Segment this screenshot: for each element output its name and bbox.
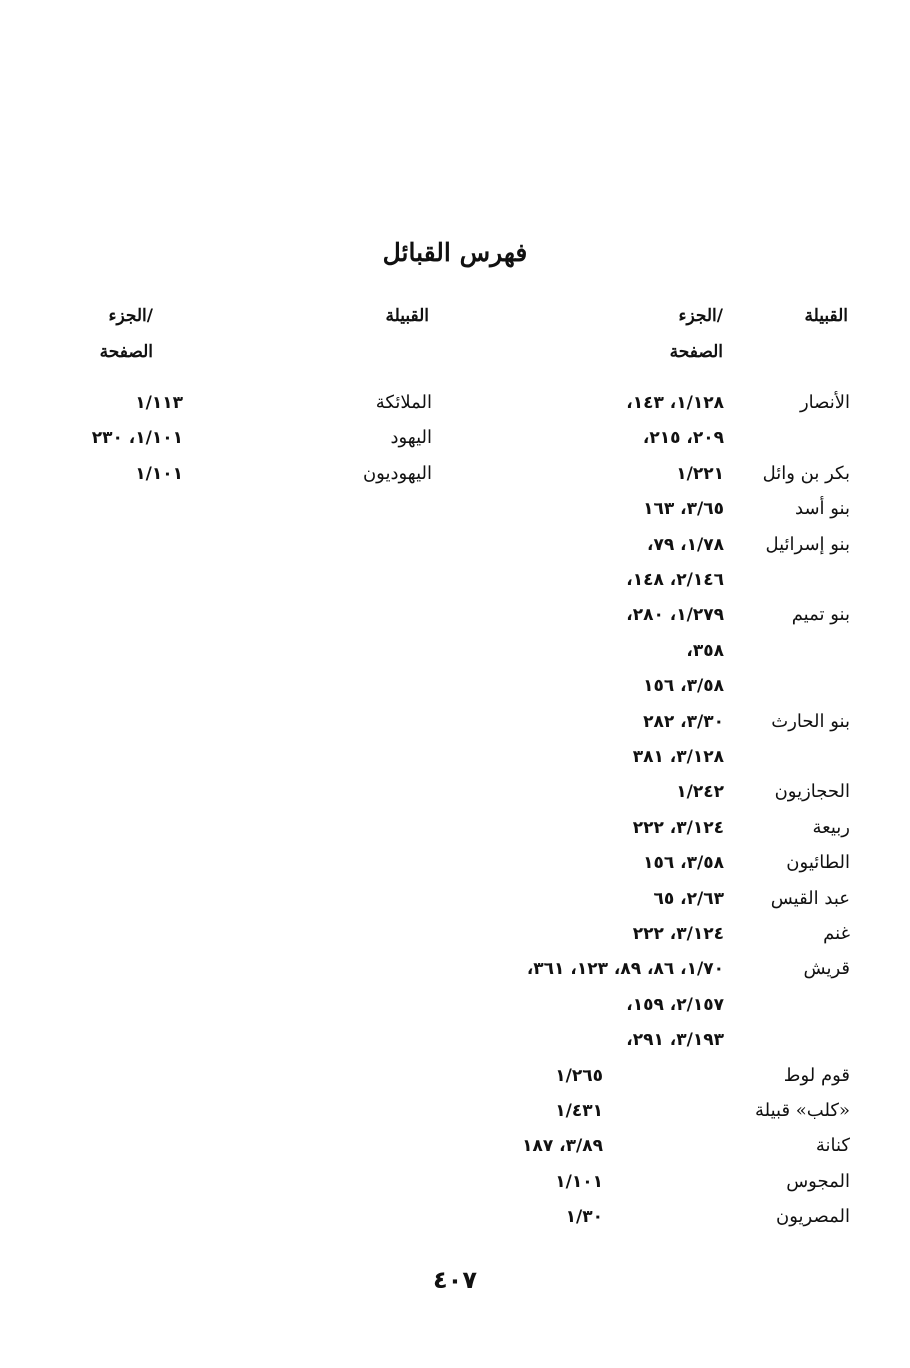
- index-tribe-name: عبد القيس: [770, 887, 850, 909]
- index-tribe-name: الأنصار: [799, 392, 850, 413]
- header-page-left: الصفحة: [99, 342, 153, 362]
- index-page-refs: ١/٢٤٢: [676, 782, 724, 803]
- index-page-refs: ٣٥٨،: [686, 640, 724, 661]
- index-page-refs: ٣/٦٥، ١٦٣: [643, 499, 724, 520]
- index-page-refs: ٢/١٥٧، ١٥٩،: [626, 994, 724, 1015]
- index-page-refs: ٣/٥٨، ١٥٦: [643, 853, 724, 874]
- header-tribe-right: القبيلة: [804, 306, 848, 326]
- header-part-left: الجزء/: [108, 306, 153, 326]
- index-tribe-name: قريش: [803, 958, 850, 980]
- index-page-refs: ٣/٥٨، ١٥٦: [643, 676, 724, 697]
- index-tribe-name: «كلب» قبيلة: [754, 1100, 850, 1121]
- index-page-refs: ١/١٠١: [135, 463, 183, 484]
- index-tribe-name: بنو تميم: [791, 604, 850, 626]
- index-page-refs: ١/١١٣: [135, 393, 183, 413]
- index-tribe-name: اليهود: [390, 427, 432, 449]
- index-tribe-name: الملائكة: [375, 392, 432, 413]
- index-page-refs: ٢/٦٣، ٦٥: [653, 888, 724, 909]
- index-tribe-name: كنانة: [815, 1135, 850, 1157]
- index-page-refs: ٢٠٩، ٢١٥،: [642, 428, 724, 449]
- index-page-refs: ١/٤٣١: [555, 1101, 603, 1121]
- index-page-refs: ١/٧٨، ٧٩،: [647, 534, 724, 555]
- index-tribe-name: اليهوديون: [362, 462, 432, 484]
- index-page-refs: ٣/١٢٨، ٣٨١: [632, 747, 724, 767]
- page-title: فهرس القبائل: [382, 238, 528, 267]
- page-number: ٤٠٧: [433, 1266, 477, 1294]
- index-page-refs: ٣/٣٠، ٢٨٢: [643, 711, 724, 732]
- index-page-refs: ٣/١٢٤، ٢٢٢: [632, 924, 724, 944]
- header-page-right: الصفحة: [669, 342, 723, 362]
- index-page-refs: ١/٢٦٥: [555, 1065, 603, 1086]
- index-tribe-name: ربيعة: [812, 816, 850, 838]
- index-page-refs: ٣/١٩٣، ٢٩١،: [626, 1030, 724, 1051]
- index-page-refs: ١/٢٧٩، ٢٨٠،: [626, 605, 724, 626]
- index-page-refs: ١/٧٠، ٨٦، ٨٩، ١٢٣، ٣٦١،: [526, 959, 724, 980]
- index-page-refs: ١/٢٢١: [676, 463, 724, 484]
- index-tribe-name: قوم لوط: [783, 1064, 850, 1086]
- header-part-right: الجزء/: [678, 306, 723, 326]
- index-page-refs: ٣/١٢٤، ٢٢٢: [632, 817, 724, 838]
- index-page-refs: ٣/٨٩، ١٨٧: [522, 1136, 603, 1157]
- header-tribe-left: القبيلة: [385, 306, 429, 326]
- index-page-refs: ١/١٠١، ٢٣٠: [91, 428, 183, 449]
- index-tribe-name: الحجازيون: [774, 781, 850, 803]
- index-tribe-name: غنم: [823, 923, 850, 944]
- index-tribe-name: بكر بن وائل: [762, 462, 850, 484]
- index-page-refs: ١/١٠١: [555, 1171, 603, 1192]
- index-tribe-name: بنو الحارث: [771, 710, 850, 732]
- index-tribe-name: بنو إسرائيل: [765, 533, 850, 555]
- index-tribe-name: بنو أسد: [795, 498, 850, 520]
- index-page-refs: ١/٣٠: [565, 1207, 603, 1228]
- index-tribe-name: المجوس: [786, 1170, 850, 1192]
- index-tribe-name: المصريون: [776, 1206, 850, 1228]
- index-tribe-name: الطائيون: [786, 852, 850, 874]
- index-page-refs: ٢/١٤٦، ١٤٨،: [626, 570, 724, 590]
- index-page-refs: ١/١٢٨، ١٤٣،: [626, 393, 724, 413]
